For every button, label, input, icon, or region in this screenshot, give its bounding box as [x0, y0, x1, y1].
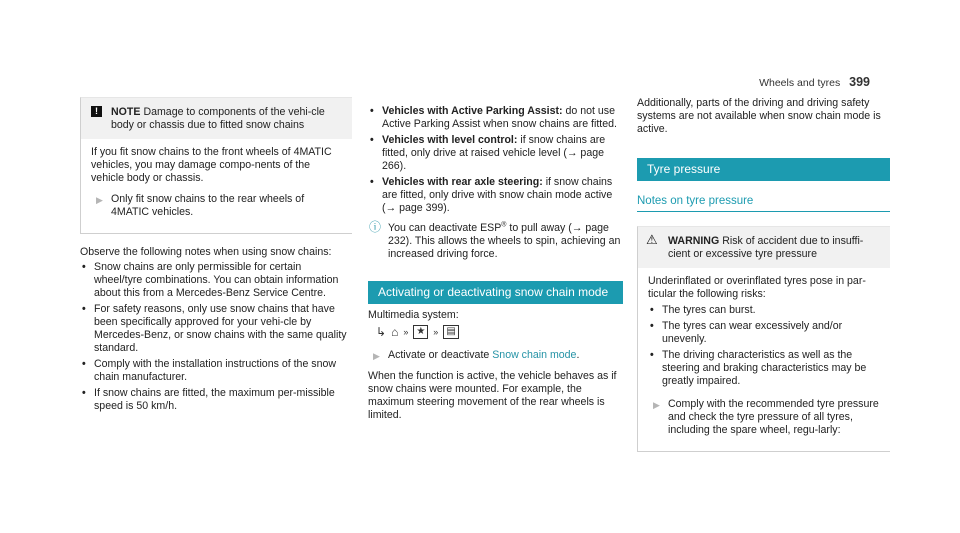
- list-item: • The tyres can burst.: [648, 304, 880, 317]
- list-item: [368, 134, 623, 173]
- note-body: [81, 139, 352, 233]
- action-triangle-icon: ▶: [96, 195, 103, 205]
- list-item: • Snow chains are only permissible for certain wheel/tyre combinations. You can obtain information about this from a Mercedes-Benz Service Centre.: [80, 261, 352, 300]
- risk-list: [648, 304, 880, 388]
- list-item: • For safety reasons, only use snow chains that have been specifically approved for your vehi-cle by Mercedes-Benz, or snow chains with the same quality standard.: [80, 303, 352, 355]
- bullet-text: if snow chains are fitted, only drive with snow chain mode active (→ page 399).: [382, 176, 613, 214]
- list-item: • If snow chains are fitted, the maximum per-missible speed is 50 km/h.: [80, 387, 352, 413]
- multimedia-label: Multimedia system:: [368, 309, 459, 321]
- section-title-bar: Activating or deactivating snow chain mode: [368, 281, 623, 304]
- info-text-rest: to pull away (→ page 232). This allows the wheels to spin, achieving an increased driving force.: [388, 222, 621, 260]
- chevron-icon: »: [433, 326, 439, 337]
- warning-header: [638, 227, 890, 268]
- home-icon: ⌂: [391, 325, 399, 339]
- bullet-term: Vehicles with Active Parking Assist:: [382, 105, 563, 117]
- list-item: [368, 105, 623, 131]
- snow-chain-mode-link[interactable]: Snow chain mode: [492, 349, 577, 361]
- page-number: 399: [849, 75, 870, 89]
- info-text: You can deactivate ESP: [388, 222, 502, 234]
- note-label: NOTE: [111, 106, 141, 118]
- menu-action: [368, 349, 623, 362]
- snow-chain-notes-list: [80, 261, 352, 413]
- action-triangle-icon: ▶: [373, 351, 380, 361]
- note-header: [81, 98, 352, 139]
- note-text: If you fit snow chains to the front wheels of 4MATIC vehicles, you may damage compo-nents of the vehicle body or chassis.: [91, 146, 332, 184]
- warning-body: [638, 268, 890, 451]
- warning-title: Risk of accident due to insuffi-cient or excessive tyre pressure: [668, 235, 864, 260]
- bullet-term: Vehicles with rear axle steering:: [382, 176, 543, 188]
- warning-text: Underinflated or overinflated tyres pose in par-ticular the following risks:: [648, 275, 866, 300]
- list-item: • The driving characteristics as well as the steering and braking characteristics may be greatly impaired.: [648, 349, 880, 388]
- vehicle-equipment-list: [368, 105, 623, 215]
- intro-text: Observe the following notes when using snow chains:: [80, 246, 332, 258]
- page-header: [759, 76, 870, 90]
- list-item: • The tyres can wear excessively and/or unevenly.: [648, 320, 880, 346]
- warning-box: [637, 226, 890, 452]
- action-text: Activate or deactivate: [388, 349, 493, 361]
- note-box: [80, 97, 352, 234]
- warning-action: [648, 398, 880, 437]
- action-triangle-icon: ▶: [653, 400, 660, 410]
- info-icon: ⓘ: [369, 220, 382, 234]
- additional-info: Additionally, parts of the driving and driving safety systems are not available when snow chain mode is active.: [637, 97, 881, 135]
- note-action-text: Only fit snow chains to the rear wheels of 4MATIC vehicles.: [111, 193, 305, 218]
- action-suffix: .: [576, 349, 580, 361]
- warning-label: WARNING: [668, 235, 720, 247]
- info-note: [368, 222, 623, 261]
- menu-path: [376, 325, 623, 339]
- warning-action-text: Comply with the recommended tyre pressure and check the tyre pressure of all tyres, including the spare wheel, regu-larly:: [668, 398, 879, 436]
- list-item: • Comply with the installation instructions of the snow chain manufacturer.: [80, 358, 352, 384]
- star-icon: ★: [413, 325, 428, 339]
- section-title-bar: Tyre pressure: [637, 158, 890, 181]
- section-name: Wheels and tyres: [759, 77, 841, 89]
- notice-icon: !: [91, 106, 102, 117]
- car-icon: ▤: [443, 325, 458, 339]
- chevron-icon: »: [403, 326, 409, 337]
- subsection-title: Notes on tyre pressure: [637, 195, 890, 212]
- return-arrow-icon: ↳: [376, 325, 387, 339]
- column-3: [637, 97, 890, 452]
- bullet-term: Vehicles with level control:: [382, 134, 518, 146]
- warning-icon: ⚠: [646, 232, 658, 247]
- list-item: [368, 176, 623, 215]
- bullet-text: do not use Active Parking Assist when snow chains are fitted.: [382, 105, 617, 130]
- registered-mark: ®: [501, 221, 507, 229]
- function-description: When the function is active, the vehicle behaves as if snow chains were mounted. For example, the maximum steering movement of the rear wheels is limited.: [368, 370, 617, 421]
- bullet-text: if snow chains are fitted, only drive at raised vehicle level (→ page 266).: [382, 134, 606, 172]
- note-title: Damage to components of the vehi-cle body or chassis due to fitted snow chains: [111, 106, 325, 131]
- note-action: [91, 193, 342, 219]
- column-1: [80, 97, 352, 416]
- column-2: [368, 97, 623, 422]
